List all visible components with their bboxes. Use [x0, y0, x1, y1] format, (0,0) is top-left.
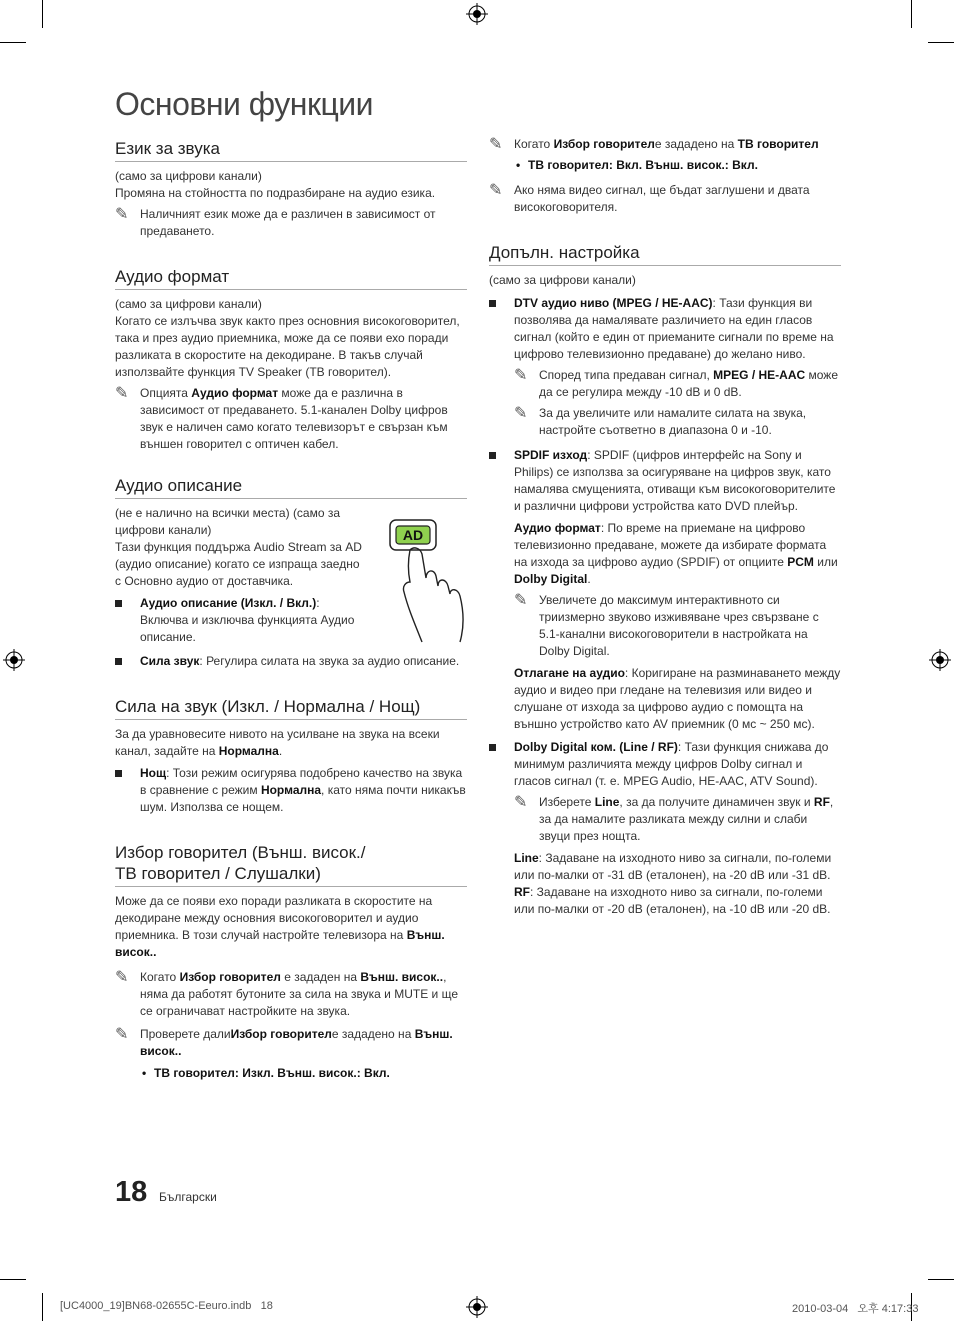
- registration-mark-icon: [466, 1296, 488, 1318]
- bullet-text-bold: Нормална: [260, 783, 322, 797]
- bullet-item: [115, 595, 365, 646]
- note: [514, 367, 841, 401]
- note-text-bold: RF: [813, 795, 830, 809]
- pencil-note-icon: ✎: [115, 969, 129, 986]
- bullet-title: Dolby Digital ком. (Line / RF): [514, 740, 678, 754]
- pencil-note-icon: ✎: [489, 136, 503, 153]
- note: [115, 385, 467, 453]
- note-text: Когато: [140, 970, 180, 984]
- dot-bullet-icon: •: [516, 158, 521, 172]
- text-run-bold: Аудио формат: [514, 521, 601, 535]
- note-text: Опцията: [140, 386, 192, 400]
- bullet-text: : Тази функция снижава до минимум различията между цифров Dolby сигнал и гласов сигнал (т. е. MPEG Audio, HE-AAC, ATV Sound).: [514, 740, 829, 788]
- note-text-bold: Външ. висок..: [140, 1027, 453, 1058]
- text-run-bold: Нормална: [218, 744, 279, 758]
- section-title: Език за звука: [115, 138, 467, 162]
- note-text-bold: Line: [594, 795, 620, 809]
- section-title: Аудио формат: [115, 266, 467, 290]
- page-title: Основни функции: [115, 86, 374, 122]
- bullet-item: [489, 739, 841, 790]
- note-text-bold: Външ. висок..: [360, 970, 444, 984]
- note-text: Проверете дали: [140, 1027, 231, 1041]
- text-line: Промяна на стойността по подразбиране на аудио езика.: [115, 186, 436, 200]
- dot-bullet-icon: •: [142, 1066, 147, 1080]
- bullet-item: [489, 295, 841, 363]
- bullet-title: Сила звук: [140, 654, 200, 668]
- text-line: [514, 850, 841, 884]
- square-bullet-icon: [489, 452, 496, 459]
- note-text-bold: Аудио формат: [191, 386, 279, 400]
- text-run: .: [587, 572, 591, 586]
- bullet-text: : Включва и изключва функцията Аудио описание.: [140, 596, 355, 644]
- crop-mark: [928, 42, 954, 43]
- section-audio-language: [115, 138, 467, 240]
- title-line: Избор говорител (Външ. висок./: [115, 843, 366, 862]
- crop-mark: [911, 0, 912, 28]
- registration-mark-icon: [929, 649, 951, 671]
- text-run-bold: Dolby Digital: [514, 572, 588, 586]
- section-advanced-settings: [489, 242, 841, 918]
- title-line: ТВ говорител / Слушалки): [115, 864, 321, 883]
- note-text: , няма да работят бутоните за сила на звука и MUTE и ще се ограничават настройките на звука.: [140, 970, 458, 1018]
- text-line: (само за цифрови канали): [115, 169, 262, 183]
- text-run-bold: RF: [514, 885, 530, 899]
- section-title: Аудио описание: [115, 475, 467, 499]
- text-line: [115, 893, 467, 961]
- bullet-text: : Този режим осигурява подобрено качество на звука в сравнение с режим: [140, 766, 463, 797]
- section-speaker-select: [115, 842, 467, 1082]
- registration-mark-icon: [3, 649, 25, 671]
- section-title: Сила на звук (Изкл. / Нормална / Нощ): [115, 696, 467, 720]
- note-text-bold: Избор говорител: [230, 1027, 332, 1041]
- square-bullet-icon: [489, 744, 496, 751]
- bullet-title: Аудио описание (Изкл. / Вкл.): [140, 596, 317, 610]
- note: [115, 1026, 467, 1060]
- text-line: (само за цифрови канали): [115, 297, 262, 311]
- text-line: [115, 726, 467, 760]
- note-text: Увеличете до максимум интерактивното си триизмерно звуково изживяване чрез свързване с 5.1-канални високоговорители в настройката на Dolby Digital.: [539, 593, 819, 658]
- section-volume: [115, 696, 467, 816]
- registration-mark-icon: [466, 3, 488, 25]
- dot-bullet-item: [140, 1065, 467, 1082]
- note-text: , за да получите динамичен звук и: [619, 795, 814, 809]
- right-column: [489, 136, 841, 918]
- bullet-text: : Тази функция ви позволява да намалявате различието на един гласов сигнал (който е един от приеманите сигнали по време на цифрово телевизионно предаване) до желано ниво.: [514, 296, 834, 361]
- crop-mark: [928, 1279, 954, 1280]
- note-text: Наличният език може да е различен в зависимост от предаването.: [140, 207, 436, 238]
- text-line: (само за цифрови канали): [489, 273, 636, 287]
- note: [115, 969, 467, 1020]
- text-run-bold: Line: [514, 851, 539, 865]
- pencil-note-icon: ✎: [514, 794, 528, 811]
- crop-mark: [0, 1279, 26, 1280]
- note-text: може да е различна в зависимост от предаването. 5.1-канален Dolby цифров звук е наличен само когато телевизорът е свързан към външен говорител с оптичен кабел.: [140, 386, 448, 451]
- bullet-text: : Регулира силата на звука за аудио описание.: [199, 654, 460, 668]
- text-run: : Коригиране на разминаването между аудио и видео при гледане на телевизия или видео и слушане от изхода за цифрово аудио с помощта на външно устройство като AV приемник (0 мс ~ 250 мс).: [514, 666, 841, 731]
- bullet-text: , като няма почти никакъв шум. Използва се нощем.: [140, 783, 466, 814]
- note-text: е зададено на: [331, 1027, 415, 1041]
- pencil-note-icon: ✎: [115, 385, 129, 402]
- note-text-bold: MPEG / HE-AAC: [713, 368, 806, 382]
- crop-mark: [42, 0, 43, 28]
- note-text-bold: Избор говорител: [179, 970, 281, 984]
- square-bullet-icon: [489, 300, 496, 307]
- note-text-bold: ТВ говорител: [737, 137, 819, 151]
- square-bullet-icon: [115, 770, 122, 777]
- text-run-bold: PCM: [787, 555, 814, 569]
- pencil-note-icon: ✎: [514, 592, 528, 609]
- text-line: [514, 884, 841, 918]
- bullet-title: Нощ: [140, 766, 167, 780]
- note-text: Според типа предаван сигнал,: [539, 368, 714, 382]
- bullet-text: ТВ говорител: Изкл. Външ. висок.: Вкл.: [154, 1066, 390, 1080]
- footer-language: Български: [159, 1190, 217, 1204]
- bullet-item: [115, 765, 467, 816]
- note-text: За да увеличите или намалите силата на звука, настройте съответно в диапазона 0 и -10.: [539, 406, 807, 437]
- section-title: [115, 842, 467, 887]
- text-run: или: [813, 555, 838, 569]
- note-text: , за да намалите разликата между силни и слаби звуци през нощта.: [539, 795, 834, 843]
- text-run-bold: Отлагане на аудио: [514, 666, 625, 680]
- text-line: Тази функция поддържа Audio Stream за AD (аудио описание) когато се изпраща заедно с Основно аудио от доставчика.: [115, 540, 362, 588]
- crop-mark: [42, 1293, 43, 1321]
- pencil-note-icon: ✎: [514, 367, 528, 384]
- text-line: [514, 520, 841, 588]
- text-run: За да уравновесите нивото на усилване на звука на всеки канал, задайте на: [115, 727, 440, 758]
- bullet-title: DTV аудио ниво (MPEG / HE-AAC): [514, 296, 713, 310]
- pencil-note-icon: ✎: [489, 182, 503, 199]
- square-bullet-icon: [115, 658, 122, 665]
- text-run: .: [278, 744, 283, 758]
- page-number: 18: [115, 1176, 148, 1208]
- text-run: Може да се появи ехо поради разликата в скоростите на декодиране между основния високоговорител и аудио приемника. В този случай настройте телевизора на: [115, 894, 433, 942]
- square-bullet-icon: [115, 600, 122, 607]
- crop-mark: [0, 42, 26, 43]
- note: [489, 136, 841, 153]
- bullet-item: [115, 653, 467, 670]
- dot-bullet-item: [514, 157, 841, 174]
- note-text: Изберете: [539, 795, 595, 809]
- note: [115, 206, 467, 240]
- pencil-note-icon: ✎: [115, 1026, 129, 1043]
- bullet-item: [489, 447, 841, 515]
- pencil-note-icon: ✎: [514, 405, 528, 422]
- file-info: [UC4000_19]BN68-02655C-Eeuro.indb 18: [60, 1300, 273, 1312]
- note-text: може да се регулира между -10 dB и 0 dB.: [539, 368, 838, 399]
- text-line: [514, 665, 841, 733]
- text-run: : Задаване на изходното ниво за сигнали, по-големи или по-малки от -31 dB (еталонен), на -20 dB или -31 dB.: [514, 851, 832, 882]
- ad-button-hand-illustration: [386, 516, 468, 646]
- note: [514, 405, 841, 439]
- note-text: е зададено на: [654, 137, 738, 151]
- note-text: Когато: [514, 137, 554, 151]
- text-run: : Задаване на изходното ниво за сигнали, по-големи или по-малки от -20 dB (еталонен), на -10 dB или -20 dB.: [514, 885, 831, 916]
- bullet-text: : SPDIF (цифров интерфейс на Sony и Philips) се използва за осигуряване на цифров звук, като намалява смущенията, отиващи към високоговорителите и различни цифрови устройства като DVD плейър.: [514, 448, 836, 513]
- text-run-bold: Външ. висок..: [115, 928, 445, 959]
- note-text-bold: Избор говорител: [553, 137, 655, 151]
- bullet-text: ТВ говорител: Вкл. Външ. висок.: Вкл.: [528, 158, 758, 172]
- text-run: : По време на приемане на цифрово телевизионно предаване, можете да избирате формата на изхода за цифрово аудио (SPDIF) от опциите: [514, 521, 827, 569]
- text-line: Когато се излъчва звук както през основния високоговорител, така и през аудио приемника, може да се появи ехо поради разликата в скоростите на декодиране. В такъв случай използвайте функция TV Speaker (ТВ говорител).: [115, 314, 460, 379]
- bullet-title: SPDIF изход: [514, 448, 588, 462]
- note: [514, 592, 841, 660]
- note-text: Ако няма видео сигнал, ще бъдат заглушени и двата високоговорителя.: [514, 183, 810, 214]
- note: [489, 182, 841, 216]
- pencil-note-icon: ✎: [115, 206, 129, 223]
- ad-label: AD: [402, 527, 424, 543]
- note-text: е зададен на: [280, 970, 361, 984]
- section-audio-format: [115, 266, 467, 453]
- text-line: (не е налично на всички места) (само за цифрови канали): [115, 506, 341, 537]
- print-timestamp: 2010-03-04 오후 4:17:33: [792, 1303, 919, 1315]
- section-title: Допълн. настройка: [489, 242, 841, 266]
- note: [514, 794, 841, 845]
